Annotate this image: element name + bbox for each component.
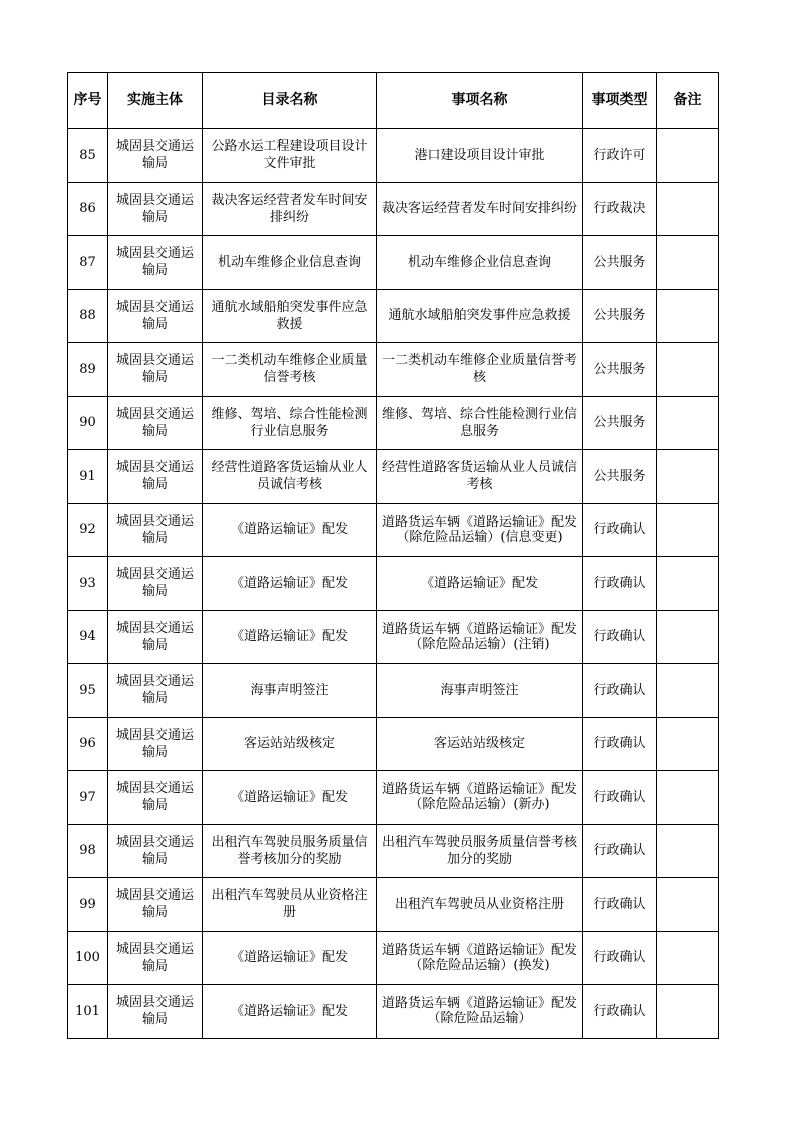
cell-note [657, 824, 719, 878]
cell-type: 行政确认 [583, 717, 657, 771]
cell-note [657, 289, 719, 343]
cell-catalog: 一二类机动车维修企业质量信誉考核 [203, 343, 377, 397]
cell-catalog: 《道路运输证》配发 [203, 771, 377, 825]
table-row [68, 717, 719, 771]
cell-item: 道路货运车辆《道路运输证》配发（除危险品运输）(注销) [377, 610, 583, 664]
cell-type: 公共服务 [583, 396, 657, 450]
table-row [68, 824, 719, 878]
table-row [68, 450, 719, 504]
cell-no: 89 [68, 343, 108, 397]
cell-org: 城固县交通运输局 [108, 182, 203, 236]
cell-catalog: 《道路运输证》配发 [203, 610, 377, 664]
cell-type: 行政确认 [583, 557, 657, 611]
table-row [68, 664, 719, 718]
cell-note [657, 557, 719, 611]
cell-item: 机动车维修企业信息查询 [377, 236, 583, 290]
cell-item: 出租汽车驾驶员服务质量信誉考核加分的奖励 [377, 824, 583, 878]
cell-org: 城固县交通运输局 [108, 450, 203, 504]
table-row [68, 236, 719, 290]
cell-type: 行政确认 [583, 610, 657, 664]
cell-item: 道路货运车辆《道路运输证》配发（除危险品运输）(换发) [377, 931, 583, 985]
header-org: 实施主体 [108, 73, 203, 129]
cell-note [657, 129, 719, 183]
cell-type: 行政许可 [583, 129, 657, 183]
cell-org: 城固县交通运输局 [108, 664, 203, 718]
cell-item: 道路货运车辆《道路运输证》配发（除危险品运输）(信息变更) [377, 503, 583, 557]
cell-no: 92 [68, 503, 108, 557]
cell-note [657, 343, 719, 397]
cell-note [657, 931, 719, 985]
cell-type: 公共服务 [583, 343, 657, 397]
cell-org: 城固县交通运输局 [108, 610, 203, 664]
cell-type: 公共服务 [583, 450, 657, 504]
cell-catalog: 出租汽车驾驶员服务质量信誉考核加分的奖励 [203, 824, 377, 878]
cell-org: 城固县交通运输局 [108, 931, 203, 985]
cell-type: 行政裁决 [583, 182, 657, 236]
cell-type: 公共服务 [583, 289, 657, 343]
cell-no: 97 [68, 771, 108, 825]
cell-type: 行政确认 [583, 664, 657, 718]
cell-note [657, 396, 719, 450]
cell-org: 城固县交通运输局 [108, 878, 203, 932]
cell-org: 城固县交通运输局 [108, 557, 203, 611]
cell-item: 出租汽车驾驶员从业资格注册 [377, 878, 583, 932]
cell-org: 城固县交通运输局 [108, 289, 203, 343]
cell-no: 90 [68, 396, 108, 450]
cell-item: 港口建设项目设计审批 [377, 129, 583, 183]
cell-org: 城固县交通运输局 [108, 503, 203, 557]
cell-catalog: 《道路运输证》配发 [203, 985, 377, 1039]
cell-no: 95 [68, 664, 108, 718]
cell-item: 裁决客运经营者发车时间安排纠纷 [377, 182, 583, 236]
cell-catalog: 海事声明签注 [203, 664, 377, 718]
table-row [68, 343, 719, 397]
table-row [68, 771, 719, 825]
header-type: 事项类型 [583, 73, 657, 129]
cell-no: 87 [68, 236, 108, 290]
cell-note [657, 878, 719, 932]
table-row [68, 396, 719, 450]
cell-type: 行政确认 [583, 771, 657, 825]
cell-note [657, 985, 719, 1039]
cell-catalog: 《道路运输证》配发 [203, 557, 377, 611]
cell-type: 公共服务 [583, 236, 657, 290]
header-no: 序号 [68, 73, 108, 129]
cell-catalog: 维修、驾培、综合性能检测行业信息服务 [203, 396, 377, 450]
table-row [68, 931, 719, 985]
header-catalog: 目录名称 [203, 73, 377, 129]
cell-no: 93 [68, 557, 108, 611]
cell-item: 经营性道路客货运输从业人员诚信考核 [377, 450, 583, 504]
cell-catalog: 客运站站级核定 [203, 717, 377, 771]
cell-type: 行政确认 [583, 931, 657, 985]
cell-item: 海事声明签注 [377, 664, 583, 718]
cell-note [657, 182, 719, 236]
cell-catalog: 《道路运输证》配发 [203, 503, 377, 557]
cell-catalog: 公路水运工程建设项目设计文件审批 [203, 129, 377, 183]
cell-note [657, 503, 719, 557]
items-table [67, 72, 719, 1039]
table-row [68, 610, 719, 664]
cell-catalog: 机动车维修企业信息查询 [203, 236, 377, 290]
cell-note [657, 664, 719, 718]
cell-no: 96 [68, 717, 108, 771]
cell-no: 99 [68, 878, 108, 932]
cell-org: 城固县交通运输局 [108, 343, 203, 397]
cell-note [657, 236, 719, 290]
cell-type: 行政确认 [583, 878, 657, 932]
table-row [68, 985, 719, 1039]
table-row [68, 182, 719, 236]
cell-item: 《道路运输证》配发 [377, 557, 583, 611]
cell-item: 通航水域船舶突发事件应急救援 [377, 289, 583, 343]
cell-no: 101 [68, 985, 108, 1039]
cell-catalog: 经营性道路客货运输从业人员诚信考核 [203, 450, 377, 504]
cell-item: 道路货运车辆《道路运输证》配发（除危险品运输）(新办) [377, 771, 583, 825]
cell-type: 行政确认 [583, 824, 657, 878]
cell-catalog: 出租汽车驾驶员从业资格注册 [203, 878, 377, 932]
cell-org: 城固县交通运输局 [108, 985, 203, 1039]
cell-item: 道路货运车辆《道路运输证》配发（除危险品运输） [377, 985, 583, 1039]
cell-item: 维修、驾培、综合性能检测行业信息服务 [377, 396, 583, 450]
cell-org: 城固县交通运输局 [108, 824, 203, 878]
cell-org: 城固县交通运输局 [108, 771, 203, 825]
cell-no: 86 [68, 182, 108, 236]
header-note: 备注 [657, 73, 719, 129]
cell-no: 85 [68, 129, 108, 183]
cell-no: 100 [68, 931, 108, 985]
cell-no: 98 [68, 824, 108, 878]
table-row [68, 878, 719, 932]
cell-org: 城固县交通运输局 [108, 236, 203, 290]
header-item: 事项名称 [377, 73, 583, 129]
cell-note [657, 717, 719, 771]
table-row [68, 557, 719, 611]
cell-note [657, 610, 719, 664]
cell-catalog: 《道路运输证》配发 [203, 931, 377, 985]
cell-no: 88 [68, 289, 108, 343]
table-row [68, 503, 719, 557]
cell-note [657, 450, 719, 504]
cell-no: 94 [68, 610, 108, 664]
table-body [68, 129, 719, 1039]
cell-no: 91 [68, 450, 108, 504]
cell-catalog: 通航水域船舶突发事件应急救援 [203, 289, 377, 343]
cell-type: 行政确认 [583, 985, 657, 1039]
table-row [68, 129, 719, 183]
cell-org: 城固县交通运输局 [108, 396, 203, 450]
table-row [68, 289, 719, 343]
cell-catalog: 裁决客运经营者发车时间安排纠纷 [203, 182, 377, 236]
cell-org: 城固县交通运输局 [108, 717, 203, 771]
cell-item: 一二类机动车维修企业质量信誉考核 [377, 343, 583, 397]
cell-type: 行政确认 [583, 503, 657, 557]
cell-org: 城固县交通运输局 [108, 129, 203, 183]
cell-note [657, 771, 719, 825]
cell-item: 客运站站级核定 [377, 717, 583, 771]
header-row [68, 73, 719, 129]
